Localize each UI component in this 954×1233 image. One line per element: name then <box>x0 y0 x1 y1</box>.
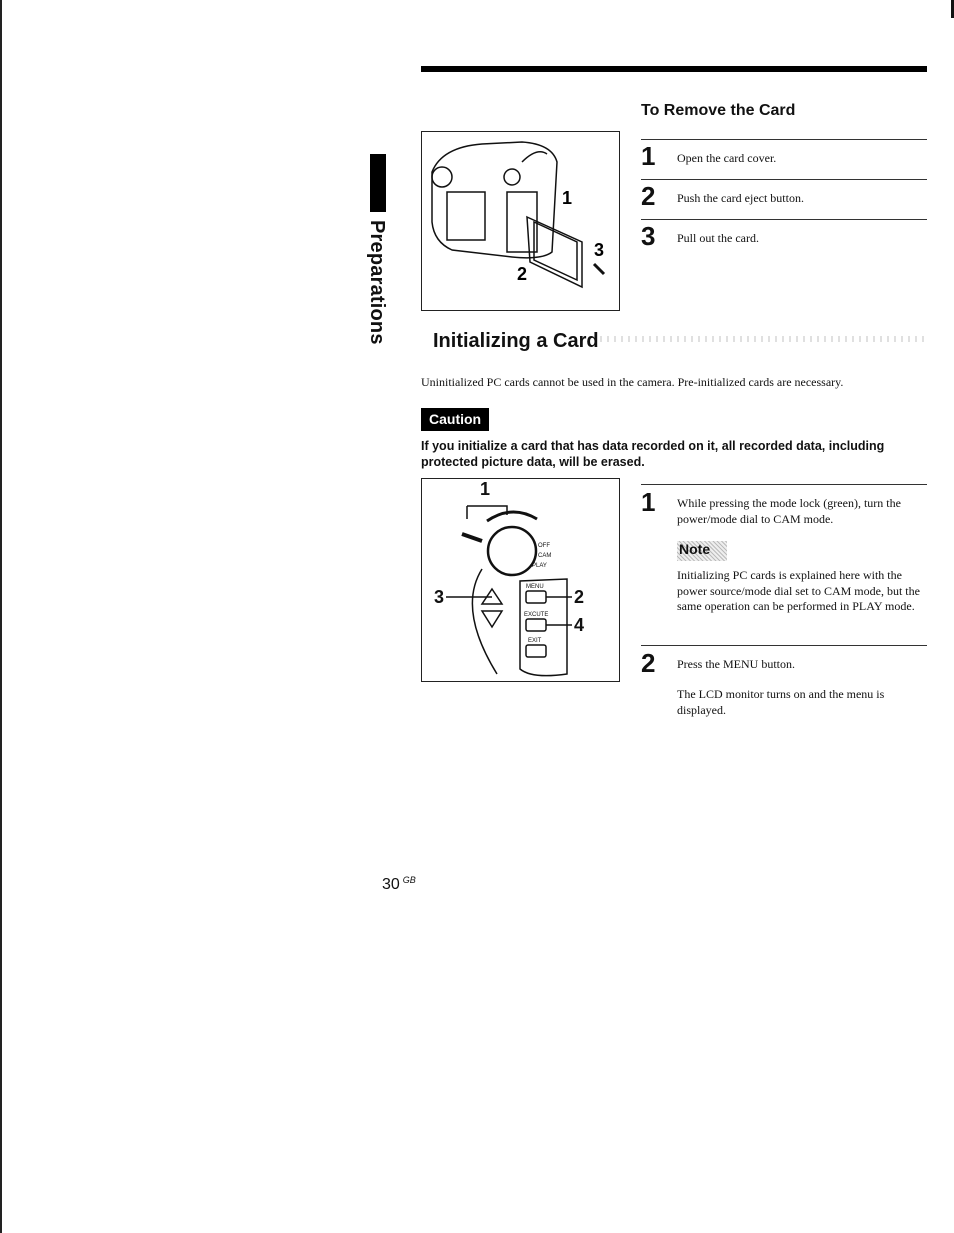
camera-illustration-icon <box>422 132 619 310</box>
remove-step-2 <box>641 179 927 211</box>
caution-badge: Caution <box>421 408 489 431</box>
page-number-value: 30 <box>382 876 400 893</box>
mode-dial-diagram-icon <box>422 479 619 681</box>
step-number: 2 <box>641 181 656 211</box>
section-tab-label: Preparations <box>366 220 388 345</box>
svg-text:2: 2 <box>574 587 585 607</box>
initializing-card-heading: Initializing a Card <box>433 330 599 352</box>
remove-card-heading: To Remove the Card <box>641 102 796 119</box>
step-result-text: The LCD monitor turns on and the menu is displayed. <box>677 687 885 717</box>
step-number: 1 <box>641 487 656 517</box>
note-text: Initializing PC cards is explained here with the power source/mode dial set to CAM mode, but the same operation can be performed in PLAY mode. <box>677 568 920 613</box>
svg-text:1: 1 <box>480 479 491 499</box>
camera-card-eject-illustration <box>421 131 620 311</box>
step-number: 2 <box>641 648 656 678</box>
step-text: Open the card cover. <box>677 151 777 165</box>
init-step-1 <box>641 484 927 526</box>
button-label-execute: EXCUTE <box>524 612 549 618</box>
step-text: Pull out the card. <box>677 231 759 245</box>
section-tab <box>360 220 390 345</box>
step-number: 3 <box>641 221 656 251</box>
svg-text:3: 3 <box>434 587 445 607</box>
caution-text: If you initialize a card that has data recorded on it, all recorded data, including protected picture data, will be erased. <box>421 439 885 469</box>
callout-1: 1 <box>562 188 573 208</box>
remove-step-1 <box>641 139 927 171</box>
section-tab-marker <box>370 154 386 212</box>
step-text: Push the card eject button. <box>677 191 804 205</box>
page-edge <box>0 0 2 1233</box>
step-text: While pressing the mode lock (green), turn the power/mode dial to CAM mode. <box>677 496 901 526</box>
header-rule <box>421 66 927 72</box>
button-label-exit: EXIT <box>528 638 542 644</box>
page-number <box>382 875 416 894</box>
dial-label-cam: CAM <box>538 553 552 559</box>
button-label-menu: MENU <box>526 584 544 590</box>
dial-label-play: PLAY <box>532 563 547 569</box>
heading-rule <box>600 336 925 342</box>
mode-dial-illustration <box>421 478 620 682</box>
note-badge: Note <box>677 541 727 561</box>
step-number: 1 <box>641 141 656 171</box>
dial-label-off: OFF <box>538 543 550 549</box>
remove-step-3 <box>641 219 927 251</box>
page-language-suffix: GB <box>402 875 416 885</box>
callout-3: 3 <box>594 240 605 260</box>
init-step-2 <box>641 645 927 678</box>
intro-text: Uninitialized PC cards cannot be used in the camera. Pre-initialized cards are necessary. <box>421 375 844 389</box>
svg-text:4: 4 <box>574 615 585 635</box>
callout-2: 2 <box>517 264 528 284</box>
step-text: Press the MENU button. <box>677 657 795 671</box>
